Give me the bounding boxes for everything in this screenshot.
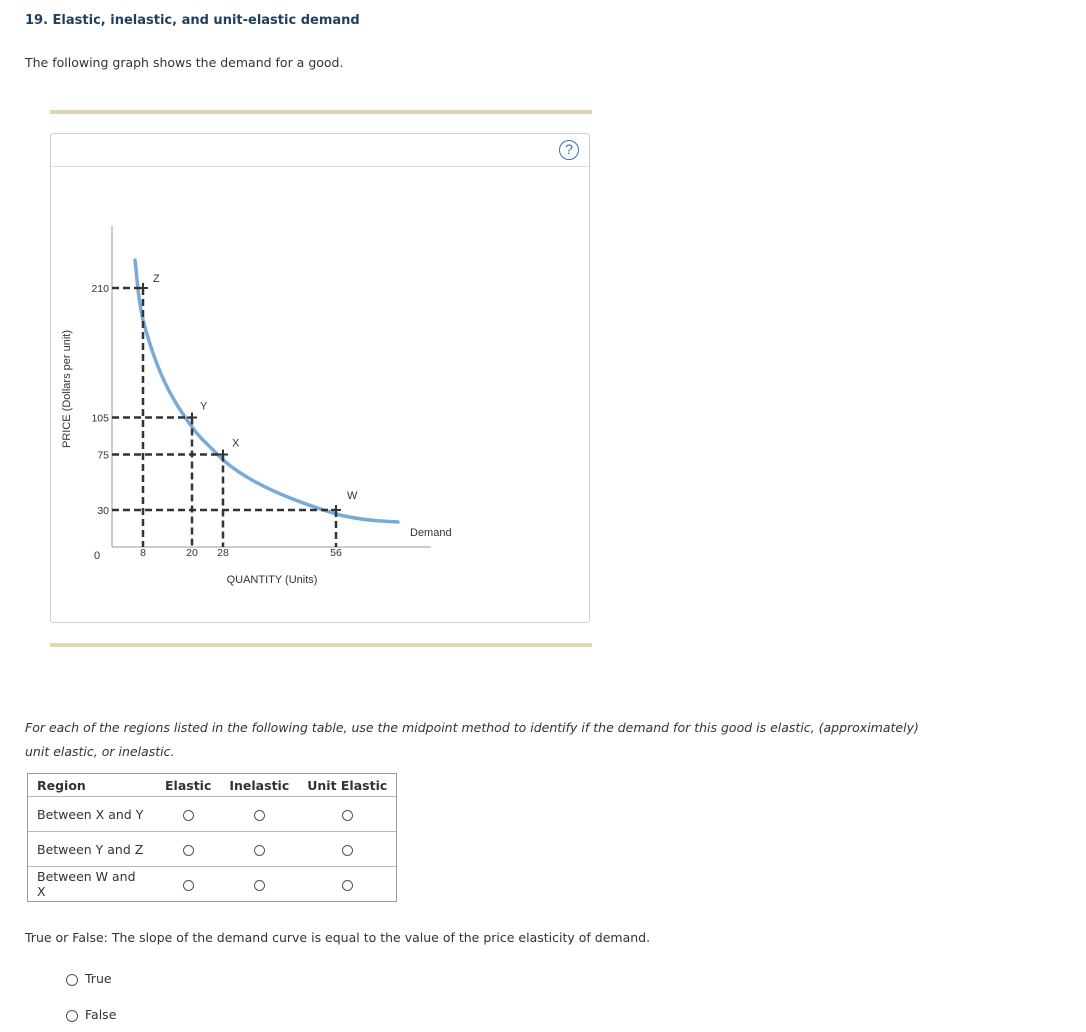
point-label-z: Z	[153, 273, 160, 286]
question-circle-icon[interactable]: ?	[559, 140, 579, 160]
unit-elastic-radio-yz[interactable]	[342, 845, 353, 856]
origin-label: 0	[93, 550, 101, 562]
true-false-question: True or False: The slope of the demand curve is equal to the value of the price elasticity of demand.	[25, 930, 651, 945]
elastic-radio-xy[interactable]	[183, 810, 194, 821]
elasticity-table	[27, 773, 397, 902]
y-axis-label: PRICE (Dollars per unit)	[61, 330, 73, 448]
elastic-radio-wx[interactable]	[183, 880, 194, 891]
header-region: Region	[28, 774, 157, 797]
x-tick-label-8: 8	[140, 547, 146, 559]
x-tick-label-56: 56	[330, 547, 342, 559]
unit-elastic-radio-wx[interactable]	[342, 880, 353, 891]
elastic-radio-yz[interactable]	[183, 845, 194, 856]
x-tick-label-28: 28	[217, 547, 229, 559]
graph-top-rule	[50, 110, 592, 114]
region-label: Between W and X	[28, 867, 157, 902]
point-label-w: W	[347, 490, 358, 503]
region-label: Between X and Y	[28, 797, 157, 832]
region-label: Between Y and Z	[28, 832, 157, 867]
header-elastic: Elastic	[156, 774, 220, 797]
point-label-y: Y	[200, 400, 208, 413]
y-tick-label-105: 105	[91, 412, 109, 425]
table-instructions: For each of the regions listed in the following table, use the midpoint method to identify if the demand for this good is elastic, (approximately) unit elastic, or inelastic.	[25, 720, 919, 759]
y-tick-label-30: 30	[97, 505, 109, 518]
x-axis-label: QUANTITY (Units)	[226, 574, 318, 586]
false-option[interactable]	[66, 1007, 116, 1022]
demand-curve	[135, 260, 398, 522]
false-label: False	[85, 1007, 117, 1022]
true-option[interactable]	[66, 971, 112, 986]
y-tick-label-75: 75	[97, 449, 109, 462]
true-radio[interactable]	[66, 974, 78, 986]
table-row	[28, 832, 397, 867]
question-intro: The following graph shows the demand for a good.	[25, 55, 344, 70]
header-unit-elastic: Unit Elastic	[298, 774, 397, 797]
demand-chart	[51, 134, 591, 624]
graph-panel	[50, 133, 590, 623]
true-label: True	[85, 971, 112, 986]
inelastic-radio-wx[interactable]	[254, 880, 265, 891]
demand-curve-label: Demand	[410, 527, 452, 539]
graph-bottom-rule	[50, 643, 592, 647]
false-radio[interactable]	[66, 1010, 78, 1022]
unit-elastic-radio-xy[interactable]	[342, 810, 353, 821]
inelastic-radio-xy[interactable]	[254, 810, 265, 821]
point-label-x: X	[232, 437, 240, 450]
x-tick-label-20: 20	[186, 547, 198, 559]
y-tick-label-210: 210	[91, 283, 109, 296]
table-row	[28, 797, 397, 832]
table-row	[28, 867, 397, 902]
inelastic-radio-yz[interactable]	[254, 845, 265, 856]
table-header-row	[28, 774, 397, 797]
header-inelastic: Inelastic	[220, 774, 298, 797]
question-title: 19. Elastic, inelastic, and unit-elastic demand	[25, 13, 360, 28]
